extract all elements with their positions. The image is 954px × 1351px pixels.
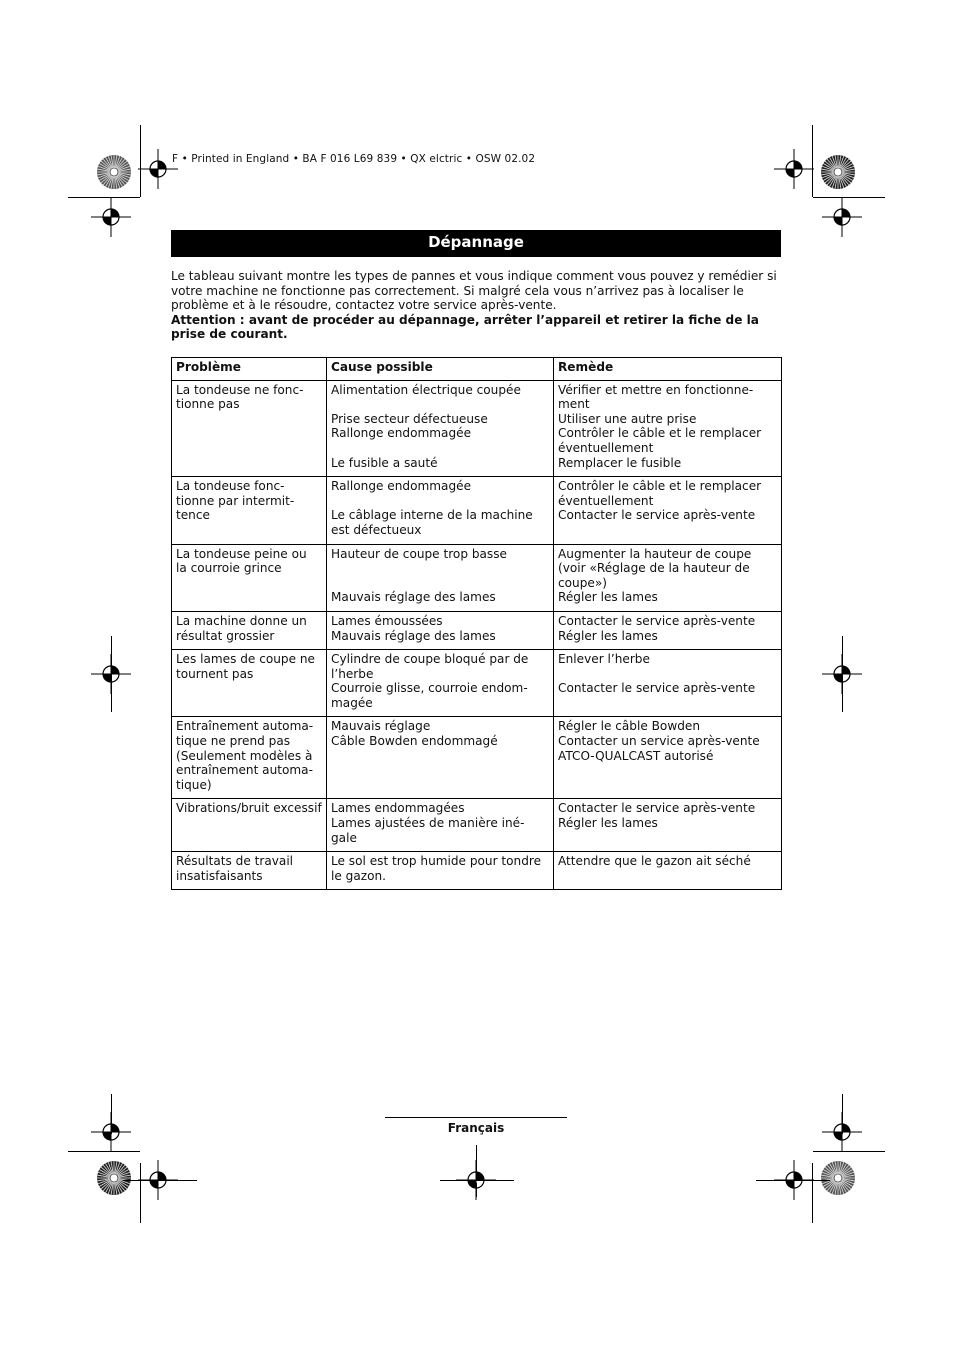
remedy-line: Attendre que le gazon ait séché — [558, 854, 751, 869]
cell-remedy — [554, 380, 782, 477]
header-problem: Problème — [172, 358, 327, 381]
table-row — [172, 650, 782, 717]
table-header-row — [172, 358, 782, 381]
cause-line: Lames endommagées — [331, 801, 465, 816]
intro-text — [171, 269, 783, 342]
footer-language: Français — [447, 1121, 505, 1135]
color-wheel-icon — [96, 1160, 132, 1196]
crop-line — [440, 1180, 514, 1181]
color-wheel-icon — [96, 154, 132, 190]
problem-line: tence — [176, 508, 210, 523]
color-wheel-icon — [820, 154, 856, 190]
crosshair-registration-icon — [822, 197, 862, 237]
problem-line: Résultats de travail — [176, 854, 294, 869]
problem-line: tique ne prend pas — [176, 734, 291, 749]
remedy-line: Contacter le service après-vente — [558, 508, 756, 523]
problem-line: insatisfaisants — [176, 868, 263, 883]
cause-line: Mauvais réglage — [331, 719, 431, 734]
crop-line — [813, 1151, 885, 1152]
cell-cause — [327, 611, 554, 649]
cause-line: est défectueux — [331, 522, 422, 537]
remedy-line: ment — [558, 397, 590, 412]
table-row — [172, 380, 782, 477]
cause-line — [331, 441, 549, 456]
cause-line — [331, 561, 549, 576]
remedy-line: Enlever l’herbe — [558, 652, 650, 667]
cell-problem — [172, 852, 327, 890]
remedy-line: Régler le câble Bowden — [558, 719, 700, 734]
cell-problem — [172, 717, 327, 799]
crop-line — [111, 1094, 112, 1134]
problem-line: La machine donne un — [176, 613, 307, 628]
problem-line: Vibrations/bruit excessif — [176, 801, 322, 816]
cause-line: Courroie glisse, courroie endom- — [331, 681, 528, 696]
cause-line: magée — [331, 695, 373, 710]
remedy-line: Régler les lames — [558, 590, 658, 605]
crop-line — [68, 1151, 140, 1152]
crop-line — [140, 1163, 141, 1223]
remedy-line: Régler les lames — [558, 628, 658, 643]
problem-line: tionne par intermit- — [176, 493, 295, 508]
cause-line: Mauvais réglage des lames — [331, 590, 496, 605]
cell-cause — [327, 717, 554, 799]
cause-line: Alimentation électrique coupée — [331, 382, 521, 397]
remedy-line: Contacter un service après-vente — [558, 734, 760, 749]
footer-divider — [385, 1117, 567, 1118]
cause-line: Mauvais réglage des lames — [331, 628, 496, 643]
crop-line — [812, 125, 813, 197]
cell-problem — [172, 799, 327, 852]
troubleshooting-table — [171, 357, 782, 890]
crop-line — [123, 1180, 197, 1181]
table-row — [172, 799, 782, 852]
cell-problem — [172, 380, 327, 477]
problem-line: résultat grossier — [176, 628, 275, 643]
remedy-line: coupe») — [558, 575, 607, 590]
cell-remedy — [554, 477, 782, 544]
table-body — [172, 380, 782, 890]
cause-line: Le câblage interne de la machine — [331, 508, 533, 523]
header-cause: Cause possible — [327, 358, 554, 381]
cell-remedy — [554, 799, 782, 852]
problem-line: La tondeuse peine ou — [176, 546, 307, 561]
problem-line: tournent pas — [176, 666, 254, 681]
problem-line: La tondeuse fonc- — [176, 479, 285, 494]
header-remedy: Remède — [554, 358, 782, 381]
cause-line: Prise secteur défectueuse — [331, 411, 488, 426]
remedy-line: Contacter le service après-vente — [558, 801, 756, 816]
cell-cause — [327, 852, 554, 890]
cause-line: Rallonge endommagée — [331, 479, 472, 494]
crop-line — [68, 197, 140, 198]
problem-line: La tondeuse ne fonc- — [176, 382, 304, 397]
table-row — [172, 852, 782, 890]
cell-remedy — [554, 544, 782, 611]
print-info-line: F • Printed in England • BA F 016 L69 839 • QX elctric • OSW 02.02 — [172, 153, 536, 165]
crosshair-registration-icon — [91, 197, 131, 237]
problem-line: (Seulement modèles à — [176, 748, 313, 763]
remedy-line: Utiliser une autre prise — [558, 411, 697, 426]
cell-cause — [327, 544, 554, 611]
warning-note: Attention : avant de procéder au dépannage, arrêter l’appareil et retirer la fiche de la prise de courant. — [171, 312, 759, 342]
cell-remedy — [554, 650, 782, 717]
cause-line: Le fusible a sauté — [331, 455, 438, 470]
cell-problem — [172, 477, 327, 544]
cause-line: l’herbe — [331, 666, 374, 681]
cause-line — [331, 397, 549, 412]
cause-line: Rallonge endommagée — [331, 426, 472, 441]
cause-line: Câble Bowden endommagé — [331, 734, 498, 749]
cell-problem — [172, 611, 327, 649]
crop-line — [842, 1094, 843, 1134]
cause-line: le gazon. — [331, 868, 386, 883]
problem-line: tique) — [176, 777, 212, 792]
cell-problem — [172, 544, 327, 611]
cell-cause — [327, 477, 554, 544]
cell-cause — [327, 799, 554, 852]
cause-line — [331, 494, 549, 509]
crop-line — [140, 125, 141, 197]
problem-line: Entraînement automa- — [176, 719, 314, 734]
cause-line — [331, 576, 549, 591]
problem-line: entraînement automa- — [176, 763, 313, 778]
cell-remedy — [554, 852, 782, 890]
remedy-line: Contrôler le câble et le remplacer — [558, 479, 762, 494]
cause-line: Le sol est trop humide pour tondre — [331, 854, 542, 869]
page-title: Dépannage — [171, 230, 781, 257]
cell-remedy — [554, 717, 782, 799]
crop-line — [813, 197, 885, 198]
crop-line — [476, 1183, 477, 1197]
cell-cause — [327, 380, 554, 477]
remedy-line: éventuellement — [558, 493, 654, 508]
remedy-line: Remplacer le fusible — [558, 455, 682, 470]
intro-paragraph: Le tableau suivant montre les types de pannes et vous indique comment vous pouvez y remédier si votre machine ne fonctionne pas correctement. Si malgré cela vous n’arrivez pas à localiser le problème et à le résoudre, contactez votre service après-vente. — [171, 269, 777, 313]
remedy-line: Vérifier et mettre en fonctionne- — [558, 382, 754, 397]
color-wheel-icon — [820, 1160, 856, 1196]
table-row — [172, 717, 782, 799]
remedy-line: (voir «Réglage de la hauteur de — [558, 561, 750, 576]
crop-line — [476, 1145, 477, 1177]
table-row — [172, 544, 782, 611]
crop-line — [111, 636, 112, 712]
remedy-line: éventuellement — [558, 440, 654, 455]
problem-line: la courroie grince — [176, 561, 282, 576]
table-row — [172, 611, 782, 649]
table-row — [172, 477, 782, 544]
remedy-line: ATCO-QUALCAST autorisé — [558, 748, 714, 763]
cause-line: Lames émoussées — [331, 613, 443, 628]
problem-line: tionne pas — [176, 397, 240, 412]
remedy-line: Contacter le service après-vente — [558, 681, 756, 696]
cell-problem — [172, 650, 327, 717]
cause-line: gale — [331, 830, 357, 845]
remedy-line: Contacter le service après-vente — [558, 613, 756, 628]
remedy-line: Augmenter la hauteur de coupe — [558, 546, 752, 561]
crop-line — [812, 1163, 813, 1223]
remedy-line: Régler les lames — [558, 816, 658, 831]
cause-line: Hauteur de coupe trop basse — [331, 546, 507, 561]
problem-line: Les lames de coupe ne — [176, 652, 315, 667]
remedy-line — [558, 667, 777, 682]
crosshair-registration-icon — [774, 149, 814, 189]
remedy-line: Contrôler le câble et le remplacer — [558, 426, 762, 441]
crop-line — [756, 1180, 830, 1181]
cause-line: Cylindre de coupe bloqué par de — [331, 652, 529, 667]
cause-line: Lames ajustées de manière iné- — [331, 816, 525, 831]
cell-cause — [327, 650, 554, 717]
crop-line — [842, 636, 843, 712]
cell-remedy — [554, 611, 782, 649]
